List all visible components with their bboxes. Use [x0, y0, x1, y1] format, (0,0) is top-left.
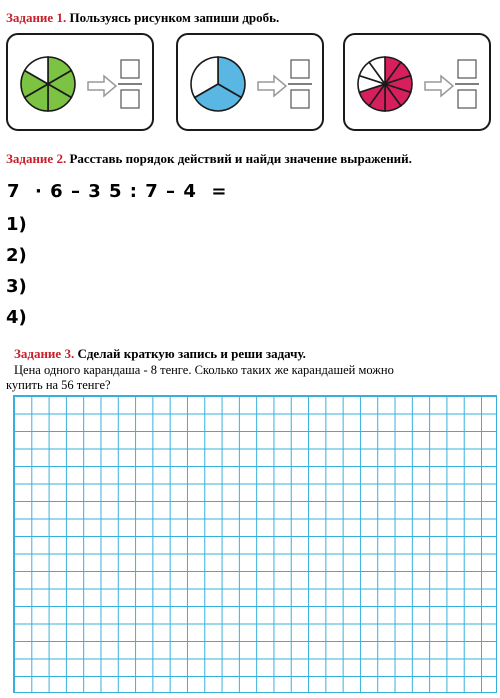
- task1-number: Задание 1.: [6, 10, 67, 25]
- problem-text-line1: Цена одного карандаша - 8 тенге. Сколько таких же карандашей можно: [14, 363, 394, 377]
- step-3: 3): [6, 276, 27, 297]
- step-1: 1): [6, 214, 27, 235]
- arrow-icon: [425, 76, 453, 96]
- step-2: 2): [6, 245, 27, 266]
- fraction-card-3: [343, 33, 491, 131]
- answer-grid[interactable]: [13, 395, 497, 693]
- task3-number: Задание 3.: [14, 346, 75, 361]
- fraction-card-2-svg: [178, 35, 326, 133]
- task3-text: Сделай краткую запись и реши задачу.: [74, 346, 306, 361]
- fraction-card-2: [176, 33, 324, 131]
- fraction-card-1-svg: [8, 35, 156, 133]
- fraction-circle-3: [358, 57, 412, 111]
- task1-text: Пользуясь рисунком запиши дробь.: [66, 10, 280, 25]
- task2-text: Расставь порядок действий и найди значение выражений.: [66, 151, 412, 166]
- task3-title: [14, 346, 306, 362]
- fraction-circle-1: [21, 57, 75, 111]
- fraction-blank: [288, 60, 312, 108]
- task2-title: [6, 151, 412, 167]
- fraction-card-1: [6, 33, 154, 131]
- fraction-blank: [118, 60, 142, 108]
- fraction-blank: [455, 60, 479, 108]
- arrow-icon: [88, 76, 116, 96]
- fraction-circle-2: [191, 57, 245, 111]
- step-4: 4): [6, 307, 27, 328]
- math-expression: 7 · 6 – 3 5 : 7 – 4 =: [7, 181, 228, 202]
- problem-text-line2: купить на 56 тенге?: [6, 378, 111, 392]
- arrow-icon: [258, 76, 286, 96]
- task1-title: [6, 10, 279, 26]
- task2-number: Задание 2.: [6, 151, 67, 166]
- fraction-card-3-svg: [345, 35, 493, 133]
